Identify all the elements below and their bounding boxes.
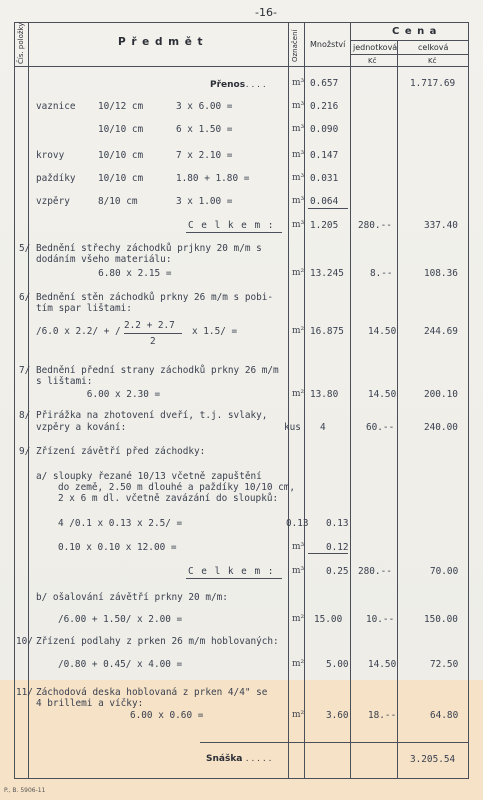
sub-b-unit: m² — [292, 614, 305, 624]
rule-right — [468, 22, 469, 778]
item-text: 4 brillemi a víčky: — [36, 698, 144, 709]
item-qty: 3.60 — [326, 710, 349, 721]
timber-qty: 0.031 — [310, 173, 339, 184]
item-number: 6/ — [19, 292, 31, 303]
sub-a-qty: 0.13 — [326, 518, 349, 529]
sub-a-qty: 0.12 — [326, 542, 349, 553]
summary-total: 3.205.54 — [410, 754, 456, 765]
item-qty: 5.00 — [326, 659, 349, 670]
timber-dim: 10/12 cm — [98, 101, 144, 112]
header-currency-unit: Kč — [368, 57, 377, 65]
item-fraction-top: 2.2 + 2.7 — [124, 320, 175, 331]
rule-unit-price — [397, 40, 398, 778]
rule-left — [14, 22, 15, 778]
rule-qty — [350, 22, 351, 778]
item-text: Zřízení závětří před záchodky: — [36, 446, 206, 457]
item-number: 11/ — [16, 687, 33, 698]
header-currency-total: Kč — [428, 57, 437, 65]
item-unit-price: 60.-- — [366, 422, 395, 433]
sub-a-unit: m³ — [292, 542, 305, 552]
item-fraction-bottom: 2 — [150, 336, 156, 347]
timber-calc: 7 x 2.10 = — [176, 150, 233, 161]
item-unit-price: 14.50 — [368, 389, 397, 400]
timber-unit: m³ — [292, 124, 305, 134]
sub-a-calc: 4 /0.1 x 0.13 x 2.5/ = — [58, 518, 183, 529]
item-number: 5/ — [19, 243, 31, 254]
item-calc: /0.80 + 0.45/ x 4.00 = — [58, 659, 183, 670]
transfer-dots: . . . . . — [240, 80, 266, 90]
timber-calc: 3 x 6.00 = — [176, 101, 233, 112]
sub-a-text: a/ sloupky řezané 10/13 včetně zapuštění — [36, 471, 262, 482]
item-number: 8/ — [19, 410, 31, 421]
timber-qty: 0.064 — [310, 196, 339, 207]
timber-name: vaznice — [36, 101, 76, 112]
item-number: 10/ — [16, 636, 33, 647]
transfer-unit: m³ — [292, 78, 305, 88]
summary-label: Snáška — [206, 754, 243, 764]
item-text: Bednění střechy záchodků prjkny 20 m/m s — [36, 243, 262, 254]
total-sum: 337.40 — [424, 220, 458, 231]
sub-a-mark: 0.13 — [286, 518, 309, 529]
item-qty: 16.875 — [310, 326, 344, 337]
item-text: tím spar lištami: — [36, 303, 132, 314]
timber-unit: m³ — [292, 101, 305, 111]
sub-a-text: do země, 2.50 m dlouhé a paždíky 10/10 cm, — [58, 482, 296, 493]
item-qty: 4 — [320, 422, 326, 433]
total-label: C e l k e m : — [188, 220, 275, 231]
item-unit: m² — [292, 326, 305, 336]
timber-calc: 1.80 + 1.80 = — [176, 173, 250, 184]
item-formula: /6.0 x 2.2/ + / — [36, 326, 121, 337]
total-unit-price: 280.-- — [358, 220, 392, 231]
item-text: Záchodová deska hoblovaná z prken 4/4" se — [36, 687, 268, 698]
item-unit: kus — [284, 422, 301, 433]
timber-dim: 8/10 cm — [98, 196, 138, 207]
fraction-bar — [124, 333, 182, 334]
rule-bottom — [14, 778, 469, 779]
timber-dim: 10/10 cm — [98, 124, 144, 135]
item-unit: m² — [292, 710, 305, 720]
sub-b-text: b/ ošalování závětří prkny 20 m/m: — [36, 592, 228, 603]
item-calc: 6.80 x 2.15 = — [36, 268, 172, 279]
total-qty: 0.25 — [326, 566, 349, 577]
timber-name: vzpěry — [36, 196, 70, 207]
item-text: Bednění stěn záchodků prkny 26 m/m s pobi- — [36, 292, 274, 303]
timber-name: krovy — [36, 150, 65, 161]
timber-dim: 10/10 cm — [98, 173, 144, 184]
sub-b-unit-price: 10.-- — [366, 614, 395, 625]
item-total: 108.36 — [424, 268, 458, 279]
header-total: celková — [418, 43, 449, 52]
sub-b-qty: 15.00 — [314, 614, 343, 625]
timber-dim: 10/10 cm — [98, 150, 144, 161]
rule-price-split — [350, 40, 469, 41]
item-text: dodáním všeho materiálu: — [36, 254, 172, 265]
header-unit-price: jednotková — [353, 43, 398, 52]
timber-unit: m³ — [292, 196, 305, 206]
total-underline — [186, 578, 282, 579]
rule-summary-top — [200, 742, 469, 743]
total-sum: 70.00 — [430, 566, 459, 577]
item-text: Přirážka na zhotovení dveří, t.j. svlaky, — [36, 410, 268, 421]
sub-a-calc: 0.10 x 0.10 x 12.00 = — [58, 542, 177, 553]
item-unit: m² — [292, 389, 305, 399]
total-qty: 1.205 — [310, 220, 339, 231]
item-unit-price: 14.50 — [368, 326, 397, 337]
item-formula: x 1.5/ = — [192, 326, 238, 337]
timber-name: paždíky — [36, 173, 76, 184]
rule-top — [14, 22, 469, 23]
item-total: 200.10 — [424, 389, 458, 400]
timber-qty: 0.147 — [310, 150, 339, 161]
total-unit: m³ — [292, 220, 305, 230]
item-unit: m² — [292, 268, 305, 278]
timber-qty: 0.216 — [310, 101, 339, 112]
item-text: Bednění přední strany záchodků prkny 26 m/m — [36, 365, 279, 376]
transfer-qty: 0.657 — [310, 78, 339, 89]
header-price: C e n a — [392, 26, 438, 37]
item-calc: 6.00 x 2.30 = — [36, 389, 161, 400]
header-item: P ř e d m ě t — [118, 36, 204, 48]
rule-header-bottom — [14, 66, 469, 67]
rule-item — [288, 22, 289, 778]
header-qty: Množství — [310, 40, 346, 49]
timber-unit: m³ — [292, 173, 305, 183]
item-unit-price: 14.50 — [368, 659, 397, 670]
total-unit-price: 280.-- — [358, 566, 392, 577]
item-number: 7/ — [19, 365, 31, 376]
summary-dots: . . . . . . — [240, 754, 272, 764]
item-text: Zřízení podlahy z prken 26 m/m hoblovaných: — [36, 636, 279, 647]
total-unit: m³ — [292, 566, 305, 576]
subtotal-underline — [308, 208, 348, 209]
item-unit-price: 8.-- — [370, 268, 393, 279]
item-qty: 13.80 — [310, 389, 339, 400]
footer-print-mark: P., B. 5906-11 — [4, 787, 46, 794]
item-number: 9/ — [19, 446, 31, 457]
timber-calc: 3 x 1.00 = — [176, 196, 233, 207]
item-text: vzpěry a kování: — [36, 422, 127, 433]
item-unit: m² — [292, 659, 305, 669]
total-label: C e l k e m : — [188, 566, 275, 577]
item-total: 244.69 — [424, 326, 458, 337]
sub-b-calc: /6.00 + 1.50/ x 2.00 = — [58, 614, 183, 625]
transfer-label: Přenos — [210, 80, 246, 90]
page-number: -16- — [255, 6, 277, 19]
header-item-no: Čís. položky — [17, 22, 25, 64]
rule-currency — [350, 54, 469, 55]
item-unit-price: 18.-- — [368, 710, 397, 721]
item-total: 64.80 — [430, 710, 459, 721]
item-total: 72.50 — [430, 659, 459, 670]
sub-b-total: 150.00 — [424, 614, 458, 625]
timber-unit: m³ — [292, 150, 305, 160]
transfer-total: 1.717.69 — [410, 78, 456, 89]
timber-qty: 0.090 — [310, 124, 339, 135]
header-mark: Označení — [291, 29, 299, 62]
item-qty: 13.245 — [310, 268, 344, 279]
item-total: 240.00 — [424, 422, 458, 433]
item-calc: 6.00 x 0.60 = — [130, 710, 204, 721]
sub-a-text: 2 x 6 m dl. včetně zavázání do sloupků: — [58, 493, 279, 504]
timber-calc: 6 x 1.50 = — [176, 124, 233, 135]
rule-no — [28, 22, 29, 778]
subtotal-underline — [308, 553, 348, 554]
total-underline — [186, 232, 282, 233]
item-text: s lištami: — [36, 376, 93, 387]
